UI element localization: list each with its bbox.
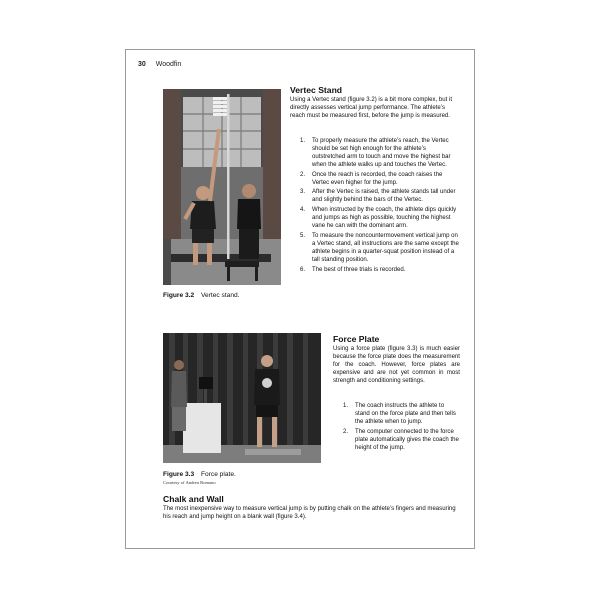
list-item: 1. The coach instructs the athlete to stand on the force plate and then tells the athlete when to jump. bbox=[343, 403, 456, 425]
chalk-wall-paragraph: The most inexpensive way to measure vertical jump is by putting chalk on the athlete’s fingers and measuring his reach and jump height on a blank wall (figure 3.4). bbox=[163, 506, 456, 520]
figure-label: Figure 3.2 bbox=[163, 292, 195, 299]
list-item: 5. To measure the noncountermovement vertical jump on a Vertec stand, all instructions are the same except the athlete begins in a quarter-squat position instead of a tall standing position. bbox=[300, 232, 459, 263]
figure-3-3-caption bbox=[163, 471, 236, 478]
figure-3-2-photo bbox=[163, 89, 281, 285]
list-item: 4. When instructed by the coach, the athlete dips quickly and jumps as high as possible, touching the highest vane he can with the dominant arm. bbox=[300, 207, 457, 230]
list-item: 2. Once the reach is recorded, the coach raises the Vertec even higher for the jump. bbox=[300, 171, 443, 186]
list-item: 1. To properly measure the athlete’s reach, the Vertec should be set high enough for the athlete’s outstretched arm to touch and move the highest bar when the athlete walks up and touches the Vertec. bbox=[300, 138, 451, 168]
page-number: 30 bbox=[138, 61, 146, 68]
force-plate-photo bbox=[163, 333, 321, 463]
list-item: 3. After the Vertec is raised, the athlete stands tall under and slightly behind the bars of the Vertec. bbox=[300, 189, 456, 204]
section-heading-force-plate: Force Plate bbox=[333, 334, 380, 344]
vertec-intro-paragraph: Using a Vertec stand (figure 3.2) is a bit more complex, but it directly assesses vertical jump performance. The athlete’s reach must be measured first, before the jump is measured. bbox=[290, 97, 452, 119]
running-head bbox=[138, 61, 181, 68]
vertec-stand-photo bbox=[163, 89, 281, 285]
section-heading-chalk-wall: Chalk and Wall bbox=[163, 494, 224, 504]
figure-caption-text: Force plate. bbox=[201, 471, 236, 478]
list-item: 6. The best of three trials is recorded. bbox=[300, 266, 406, 273]
force-plate-intro-paragraph: Using a force plate (figure 3.3) is much easier because the force plate does the measurement for the coach. However, force plates are expensive and are not yet common in most strength and conditioning settings. bbox=[333, 346, 460, 384]
figure-3-2-caption bbox=[163, 292, 240, 299]
vertec-steps-list bbox=[300, 138, 460, 277]
section-heading-vertec: Vertec Stand bbox=[290, 85, 343, 95]
running-head-author: Woodfin bbox=[155, 61, 182, 68]
figure-credit: Courtesy of Andrea Romano bbox=[163, 480, 216, 485]
figure-3-3-photo bbox=[163, 333, 321, 463]
list-item: 2. The computer connected to the force plate automatically gives the coach the height of the jump. bbox=[343, 428, 459, 451]
book-page bbox=[125, 49, 475, 549]
figure-label: Figure 3.3 bbox=[163, 471, 195, 478]
force-plate-steps-list bbox=[343, 403, 460, 454]
figure-caption-text: Vertec stand. bbox=[201, 292, 240, 299]
